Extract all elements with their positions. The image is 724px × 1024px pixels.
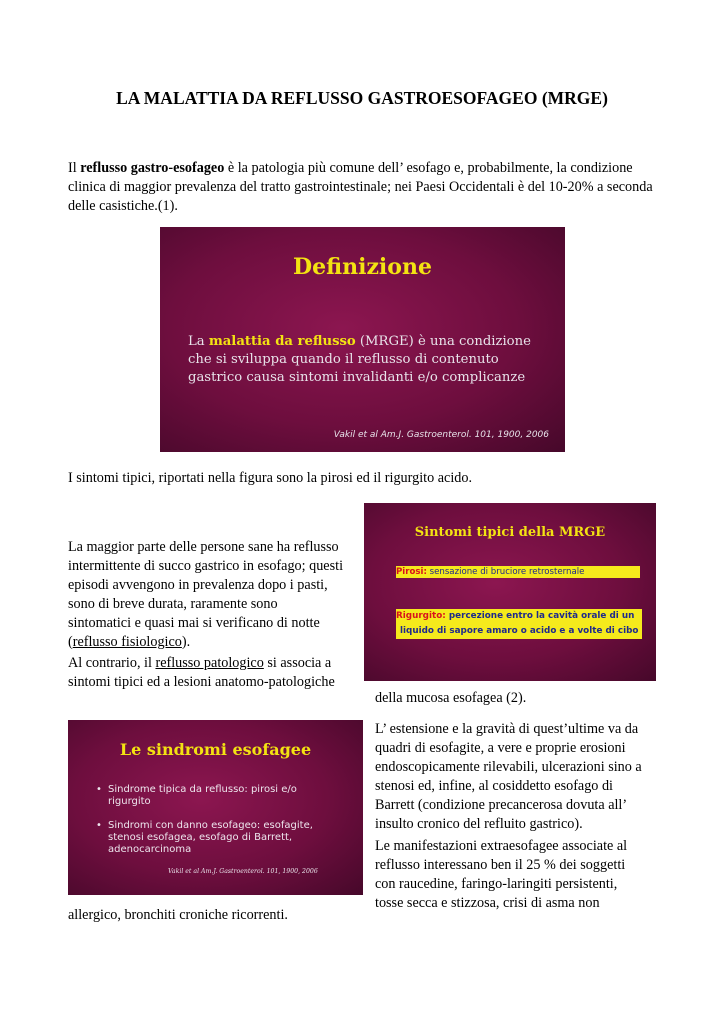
para5-line: tosse secca e stizzosa, crisi di asma non — [375, 895, 600, 911]
intro-paragraph — [68, 159, 658, 216]
para2-line: sintomatici e quasi mai si verificano di notte — [68, 615, 320, 631]
page-title: LA MALATTIA DA REFLUSSO GASTROESOFAGEO (MRGE) — [116, 88, 608, 108]
symptoms-line: I sintomi tipici, riportati nella figura sono la pirosi ed il rigurgito acido. — [68, 470, 473, 486]
para2-line: (reflusso fisiologico). — [68, 634, 191, 650]
slide-sindromi-title: Le sindromi esofagee — [119, 740, 312, 759]
para3-continuation: della mucosa esofagea (2). — [375, 690, 527, 706]
slide-sintomi — [364, 503, 656, 681]
para5-line: con raucedine, faringo-laringiti persistenti, — [375, 876, 618, 892]
para4-line: endoscopicamente rilevabili, ulcerazioni sino a — [375, 759, 642, 775]
para3-line: sintomi tipici ed a lesioni anatomo-patologiche — [68, 674, 335, 690]
para4-line: quadri di esofagite, a vere e proprie erosioni — [375, 740, 626, 756]
para2-line: intermittente di succo gastrico in esofago; questi — [68, 558, 344, 574]
pirosi-label: Pirosi: — [396, 567, 427, 577]
slide-sindromi — [68, 720, 363, 895]
slide-sintomi-title: Sintomi tipici della MRGE — [414, 525, 606, 540]
link-reflusso-patologico[interactable]: reflusso patologico — [155, 655, 264, 671]
para5-continuation: allergico, bronchiti croniche ricorrenti. — [68, 907, 288, 923]
rigurgito-text-1: percezione entro la cavità orale di un — [445, 611, 635, 621]
definition-line-1: La malattia da reflusso (MRGE) è una condizione — [188, 334, 531, 349]
para2-line: La maggior parte delle persone sane ha reflusso — [68, 539, 339, 555]
sindromi-bullets — [96, 784, 358, 856]
intro-bold-term: reflusso gastro-esofageo — [80, 160, 225, 176]
slide-definizione — [160, 227, 565, 452]
para-extension — [375, 720, 675, 834]
bullet-icon: • — [96, 784, 102, 795]
para-extraesophageal — [375, 837, 675, 913]
para5-line: reflusso interessano ben il 25 % dei soggetti — [375, 857, 626, 873]
bullet-icon: • — [96, 820, 102, 831]
definition-highlight: malattia da reflusso — [208, 334, 356, 349]
para4-line: stenosi ed, infine, al cosiddetto esofago di — [375, 778, 613, 794]
para2-line: sono di breve durata, raramente sono — [68, 596, 278, 612]
bullet-item: • Sindromi con danno esofageo: esofagite, stenosi esofagea, esofago di Barrett, adenocarcinoma — [96, 820, 313, 855]
para-physiological-reflux — [68, 538, 358, 652]
rigurgito-label: Rigurgito: — [396, 611, 446, 621]
definition-line-3: gastrico causa sintomi invalidanti e/o complicanze — [188, 370, 526, 385]
rigurgito-text-2: liquido di sapore amaro o acido e a volte di cibo — [400, 626, 639, 636]
slide-sindromi-citation: Vakil et al Am.J. Gastroenterol. 101, 1900, 2006 — [168, 868, 318, 875]
definition-line-2: che si sviluppa quando il reflusso di contenuto — [188, 352, 499, 367]
para5-line: Le manifestazioni extraesofagee associate al — [375, 838, 628, 854]
pirosi-box — [396, 566, 640, 578]
intro-prefix: Il — [68, 160, 81, 176]
slide-definizione-citation: Vakil et al Am.J. Gastroenterol. 101, 1900, 2006 — [333, 430, 549, 440]
pirosi-text: sensazione di bruciore retrosternale — [426, 567, 585, 577]
para4-line: L’ estensione e la gravità di quest’ultime va da — [375, 721, 639, 737]
slide-definizione-title: Definizione — [293, 254, 432, 280]
para4-line: insulto cronico del refluito gastrico). — [375, 816, 583, 832]
para4-line: Barrett (condizione precancerosa dovuta all’ — [375, 797, 628, 813]
link-reflusso-fisiologico[interactable]: reflusso fisiologico — [72, 634, 182, 650]
para2-line: episodi avvengono in prevalenza dopo i pasti, — [68, 577, 328, 593]
para-pathological-reflux — [68, 654, 368, 692]
para3-line: Al contrario, il reflusso patologico si associa a — [68, 655, 332, 671]
bullet-item: • Sindrome tipica da reflusso: pirosi e/o rigurgito — [96, 784, 297, 807]
rigurgito-box — [396, 609, 642, 639]
intro-rest: è la patologia più comune dell’ esofago e, probabilmente, la condizione clinica di maggior prevalenza del tratto gastrointestinale; nei Paesi Occidentali è del 10-20% a seconda delle casistiche.(1). — [68, 160, 653, 214]
slide-definizione-text — [188, 333, 558, 387]
